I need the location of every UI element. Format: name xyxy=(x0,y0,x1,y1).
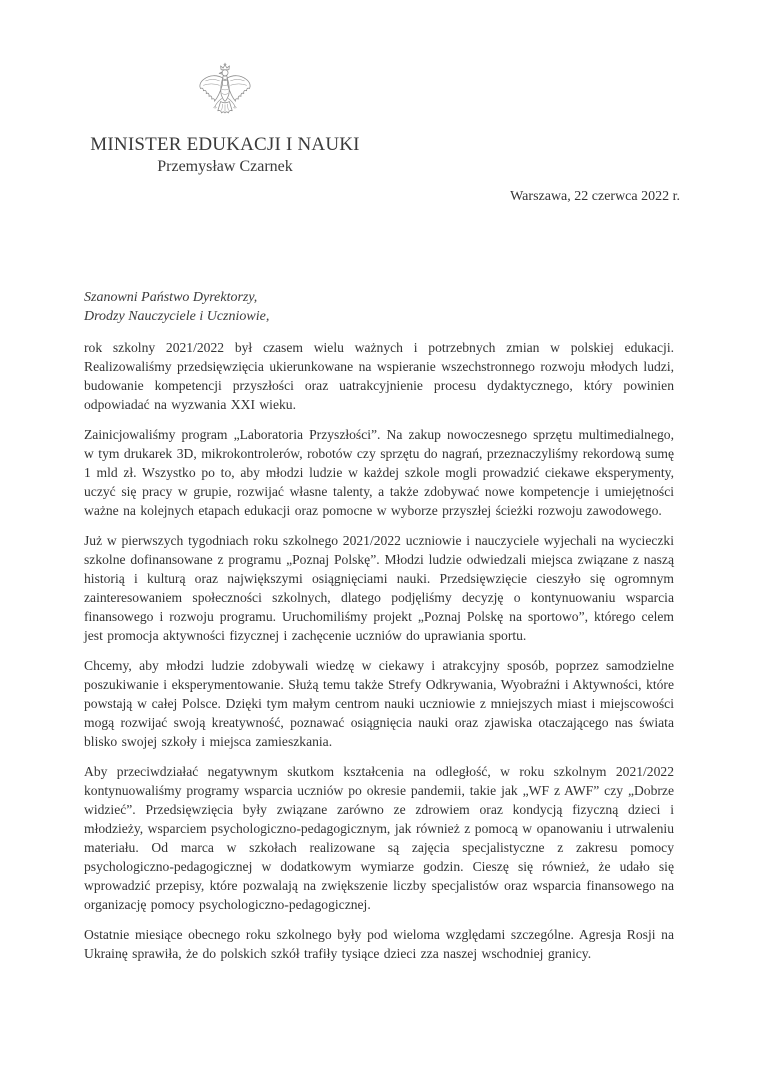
letter-paragraph: Już w pierwszych tygodniach roku szkolnego 2021/2022 uczniowie i nauczyciele wyjechali na wycieczki szkolne dofinansowane z programu „Poznaj Polskę”. Młodzi ludzie odwiedzali miejsca związane z naszą historią i kulturą oraz największymi osiągnięciami nauki. Przedsięwzięcie cieszyło się ogromnym zainteresowaniem społeczności szkolnych, dlatego podjęliśmy decyzję o kontynuowaniu wsparcia finansowego i rozwoju programu. Uruchomiliśmy projekt „Poznaj Polskę na sportowo”, którego celem jest promocja aktywności fizycznej i zachęcenie uczniów do uprawiania sportu. xyxy=(84,533,674,643)
letter-paragraph: Zainicjowaliśmy program „Laboratoria Przyszłości”. Na zakup nowoczesnego sprzętu multimedialnego, w tym drukarek 3D, mikrokontrolerów, robotów czy sprzętu do nagrań, przeznaczyliśmy rekordową sumę 1 mld zł. Wszystko po to, aby młodzi ludzie w każdej szkole mogli prowadzić ciekawe eksperymenty, uczyć się pracy w grupie, rozwijać własne talenty, a także zdobywać nowe kompetencje i umiejętności ważne na kolejnych etapach edukacji oraz pomocne w wyborze przyszłej ścieżki rozwoju zawodowego. xyxy=(84,427,674,518)
letter-paragraph: rok szkolny 2021/2022 był czasem wielu ważnych i potrzebnych zmian w polskiej edukacji. Realizowaliśmy przedsięwzięcia ukierunkowane na wspieranie wszechstronnego rozwoju młodych ludzi, budowanie kompetencji przyszłości oraz uatrakcyjnienie procesu dydaktycznego, który powinien odpowiadać na wyzwania XXI wieku. xyxy=(84,340,674,412)
letter-body xyxy=(84,338,674,974)
letter-paragraph: Chcemy, aby młodzi ludzie zdobywali wiedzę w ciekawy i atrakcyjny sposób, poprzez samodzielne poszukiwanie i eksperymentowanie. Służą temu także Strefy Odkrywania, Wyobraźni i Aktywności, które powstają w całej Polsce. Dzięki tym małym centrom nauki uczniowie z mniejszych miast i miejscowości mogą rozwijać swoją kreatywność, poznawać osiągnięcia nauki oraz zjawiska otaczającego nas świata blisko swojej szkoły i miejsca zamieszkania. xyxy=(84,658,674,749)
letterhead xyxy=(84,62,366,176)
salutation-line: Drodzy Nauczyciele i Uczniowie, xyxy=(84,309,270,324)
salutation-line: Szanowni Państwo Dyrektorzy, xyxy=(84,290,258,305)
salutation xyxy=(84,288,674,326)
minister-name: Przemysław Czarnek xyxy=(157,158,293,175)
dateline: Warszawa, 22 czerwca 2022 r. xyxy=(510,189,680,204)
letter-paragraph: Aby przeciwdziałać negatywnym skutkom kształcenia na odległość, w roku szkolnym 2021/2022 kontynuowaliśmy programy wsparcia uczniów po okresie pandemii, takie jak „WF z AWF” czy „Dobrze widzieć”. Przedsięwzięcia były związane zarówno ze zdrowiem oraz kondycją fizyczną dzieci i młodzieży, wsparciem psychologiczno-pedagogicznym, jak również z pomocą w opanowaniu i utrwaleniu materiału. Od marca w szkołach realizowane są zajęcia specjalistyczne z zakresu pomocy psychologiczno-pedagogicznej w dodatkowym wymiarze godzin. Cieszę się również, że udało się wprowadzić przepisy, które pozwalają na zwiększenie liczby specjalistów oraz wsparcia finansowego na organizację pomocy psychologiczno-pedagogicznej. xyxy=(84,764,674,912)
letter-paragraph: Ostatnie miesiące obecnego roku szkolnego były pod wieloma względami szczególne. Agresja Rosji na Ukrainę sprawiła, że do polskich szkół trafiły tysiące dzieci zza naszej wschodniej granicy. xyxy=(84,927,674,961)
ministry-title: MINISTER EDUKACJI I NAUKI xyxy=(90,134,360,155)
polish-eagle-emblem-icon xyxy=(196,62,254,124)
